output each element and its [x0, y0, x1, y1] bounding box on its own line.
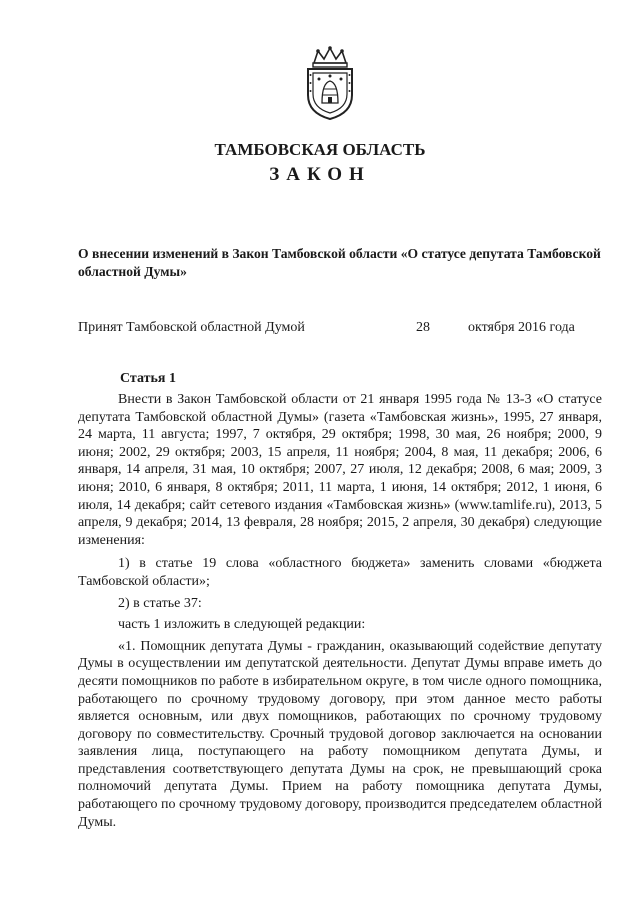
adoption-label: Принят Тамбовской областной Думой [78, 320, 305, 335]
region-title: ТАМБОВСКАЯ ОБЛАСТЬ [214, 140, 426, 159]
adoption-month-year: октября 2016 года [468, 320, 575, 335]
paragraph: часть 1 изложить в следующей редакции: [118, 617, 366, 633]
paragraph: 1) в статье 19 слова «областного бюджета» заменить словами «бюджета Тамбовской области»; [78, 556, 602, 589]
adoption-line [78, 320, 602, 338]
paragraph: «1. Помощник депутата Думы - гражданин, оказывающий содействие депутату Думы в осуществлении им депутатской деятельности. Депутат Думы вправе иметь до десяти помощников по работе в избирательном округе, в том числе одного помощника, работающего по срочному трудовому договору, при этом данное место работы является основным, или двух помощников, работающих по срочному трудовому договору по совместительству. Срочный трудовой договор заключается на основании заявления лица, поступающего на работу помощником депутата Думы, и представления соответствующего депутата Думы на срок, не превышающий срока полномочий депутата Думы. Прием на работу помощника депутата Думы, работающего по срочному трудовому договору, производится председателем областной Думы. [78, 638, 602, 830]
coat-of-arms-icon [300, 45, 360, 121]
article-heading: Статья 1 [120, 371, 176, 386]
paragraph: Внести в Закон Тамбовской области от 21 января 1995 года № 13-3 «О статусе депутата Тамбовской областной Думы» (газета «Тамбовская жизнь», 1995, 27 января, 24 марта, 11 августа; 1997, 7 октября, 29 октября; 1998, 30 мая, 26 ноября; 2000, 9 июня; 2002, 29 октября; 2003, 15 апреля, 11 ноября; 2004, 8 мая, 11 декабря; 2006, 6 января, 14 апреля, 31 мая, 10 октября; 2007, 27 июля, 12 декабря; 2008, 6 мая; 2009, 3 июня; 2010, 6 января, 8 октября; 2011, 11 марта, 1 июня, 14 октября; 2012, 1 июня, 6 июля, 14 декабря; сайт сетевого издания «Тамбовская жизнь» (www.tamlife.ru), 2013, 5 апреля, 9 декабря; 2014, 13 февраля, 28 ноября; 2015, 2 апреля, 30 декабря) следующие изменения: [78, 392, 602, 548]
article-body [78, 391, 602, 837]
document-type: ЗАКОН [269, 164, 371, 185]
paragraph: 2) в статье 37: [118, 595, 202, 611]
law-subject: О внесении изменений в Закон Тамбовской области «О статусе депутата Тамбовской областной Думы» [78, 246, 601, 279]
adoption-day: 28 [416, 320, 430, 335]
